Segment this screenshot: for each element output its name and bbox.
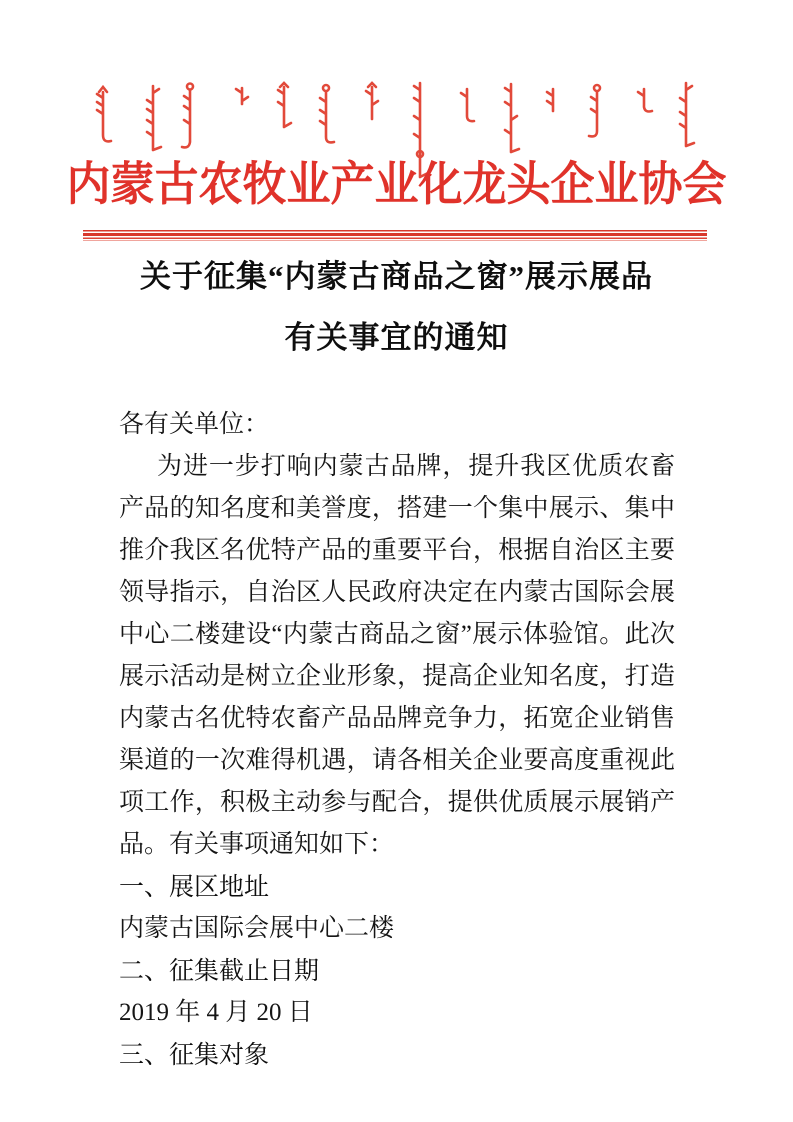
letterhead-org-name: 内蒙古农牧业产业化龙头企业协会	[66, 158, 727, 211]
document-title	[0, 246, 793, 368]
section-2	[119, 950, 675, 1034]
document-title-line2: 有关事宜的通知	[284, 320, 509, 355]
section-1	[119, 866, 675, 950]
section-3	[119, 1034, 675, 1076]
letterhead-rule	[83, 230, 707, 241]
section-1-content: 内蒙古国际会展中心二楼	[119, 915, 395, 942]
document-body	[119, 404, 675, 1076]
salutation: 各有关单位：	[119, 411, 270, 438]
section-3-heading: 三、征集对象	[119, 1041, 270, 1069]
intro-paragraph: 为进一步打响内蒙古品牌，提升我区优质农畜产品的知名度和美誉度，搭建一个集中展示、集中推介我区名优特产品的重要平台，根据自治区主要领导指示，自治区人民政府决定在内蒙古国际会展中心二楼建设“内蒙古商品之窗”展示体验馆。此次展示活动是树立企业形象，提高企业知名度，打造内蒙古名优特农畜产品品牌竞争力，拓宽企业销售渠道的一次难得机遇，请各相关企业要高度重视此项工作，积极主动参与配合，提供优质展示展销产品。有关事项通知如下：	[119, 453, 675, 858]
section-2-heading: 二、征集截止日期	[119, 957, 320, 985]
section-1-heading: 一、展区地址	[119, 873, 270, 901]
section-2-content: 2019 年 4 月 20 日	[119, 999, 313, 1026]
document-title-line1: 关于征集“内蒙古商品之窗”展示展品	[140, 259, 653, 294]
